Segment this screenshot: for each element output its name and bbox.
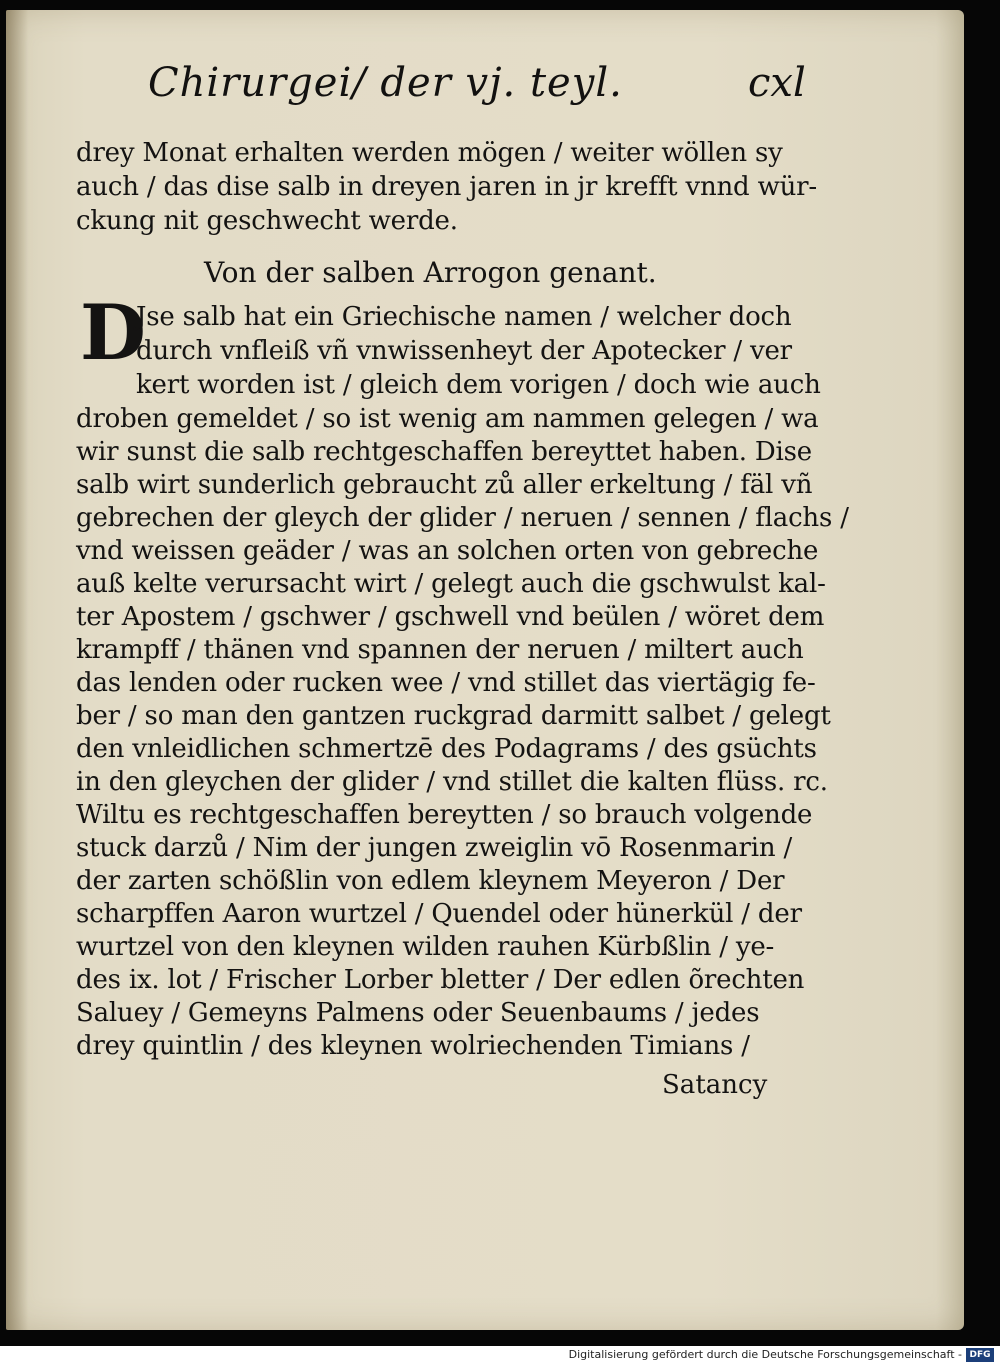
- dfg-logo: DFG: [966, 1348, 994, 1362]
- text-line: das lenden oder rucken wee / vnd stillet das viertägig fe-: [76, 668, 816, 698]
- text-line: in den gleychen der glider / vnd stillet die kalten flüss. rc.: [76, 767, 828, 797]
- text-line: Wiltu es rechtgeschaffen bereytten / so brauch volgende: [76, 800, 813, 830]
- text-line: drey Monat erhalten werden mögen / weiter wöllen sy: [76, 138, 783, 168]
- text-line: drey quintlin / des kleynen wolriechenden Timians /: [76, 1031, 750, 1061]
- text-line: droben gemeldet / so ist wenig am nammen gelegen / wa: [76, 404, 819, 434]
- text-line: durch vnfleiß vñ vnwissenheyt der Apotecker / ver: [136, 336, 792, 366]
- text-line: ckung nit geschwecht werde.: [76, 206, 458, 236]
- text-line: der zarten schößlin von edlem kleynem Meyeron / Der: [76, 866, 785, 896]
- catchword: Satancy: [662, 1070, 768, 1100]
- text-line: Jse salb hat ein Griechische namen / welcher doch: [136, 302, 792, 332]
- text-line: wurtzel von den kleynen wilden rauhen Kürbßlin / ye-: [76, 932, 775, 962]
- folio-number: cxl: [748, 60, 806, 106]
- text-line: Saluey / Gemeyns Palmens oder Seuenbaums / jedes: [76, 998, 760, 1028]
- text-line: des ix. lot / Frischer Lorber bletter / Der edlen õrechten: [76, 965, 805, 995]
- text-line: gebrechen der gleych der glider / neruen / sennen / flachs /: [76, 503, 849, 533]
- text-line: scharpffen Aaron wurtzel / Quendel oder hünerkül / der: [76, 899, 802, 929]
- page-gutter-shadow: [6, 10, 28, 1330]
- decorated-initial: D: [80, 288, 146, 377]
- text-line: salb wirt sunderlich gebraucht zů aller erkeltung / fäl vñ: [76, 470, 813, 500]
- section-heading: Von der salben Arrogon genant.: [204, 256, 657, 289]
- text-line: wir sunst die salb rechtgeschaffen bereyttet haben. Dise: [76, 437, 812, 467]
- running-title: Chirurgei/ der vj. teyl.: [148, 60, 623, 106]
- text-line: stuck darzů / Nim der jungen zweiglin vō Rosenmarin /: [76, 833, 793, 863]
- text-line: auch / das dise salb in dreyen jaren in jr krefft vnnd wür-: [76, 172, 817, 202]
- text-line: vnd weissen geäder / was an solchen orten von gebreche: [76, 536, 819, 566]
- text-line: ber / so man den gantzen ruckgrad darmitt salbet / gelegt: [76, 701, 831, 731]
- text-line: kert worden ist / gleich dem vorigen / doch wie auch: [136, 370, 821, 400]
- footer-credit: Digitalisierung gefördert durch die Deutsche Forschungsgemeinschaft -: [568, 1348, 962, 1361]
- text-line: den vnleidlichen schmertzē des Podagrams / des gsüchts: [76, 734, 817, 764]
- text-line: krampff / thänen vnd spannen der neruen / miltert auch: [76, 635, 804, 665]
- text-line: ter Apostem / gschwer / gschwell vnd beülen / wöret dem: [76, 602, 825, 632]
- text-line: auß kelte verursacht wirt / gelegt auch die gschwulst kal-: [76, 569, 826, 599]
